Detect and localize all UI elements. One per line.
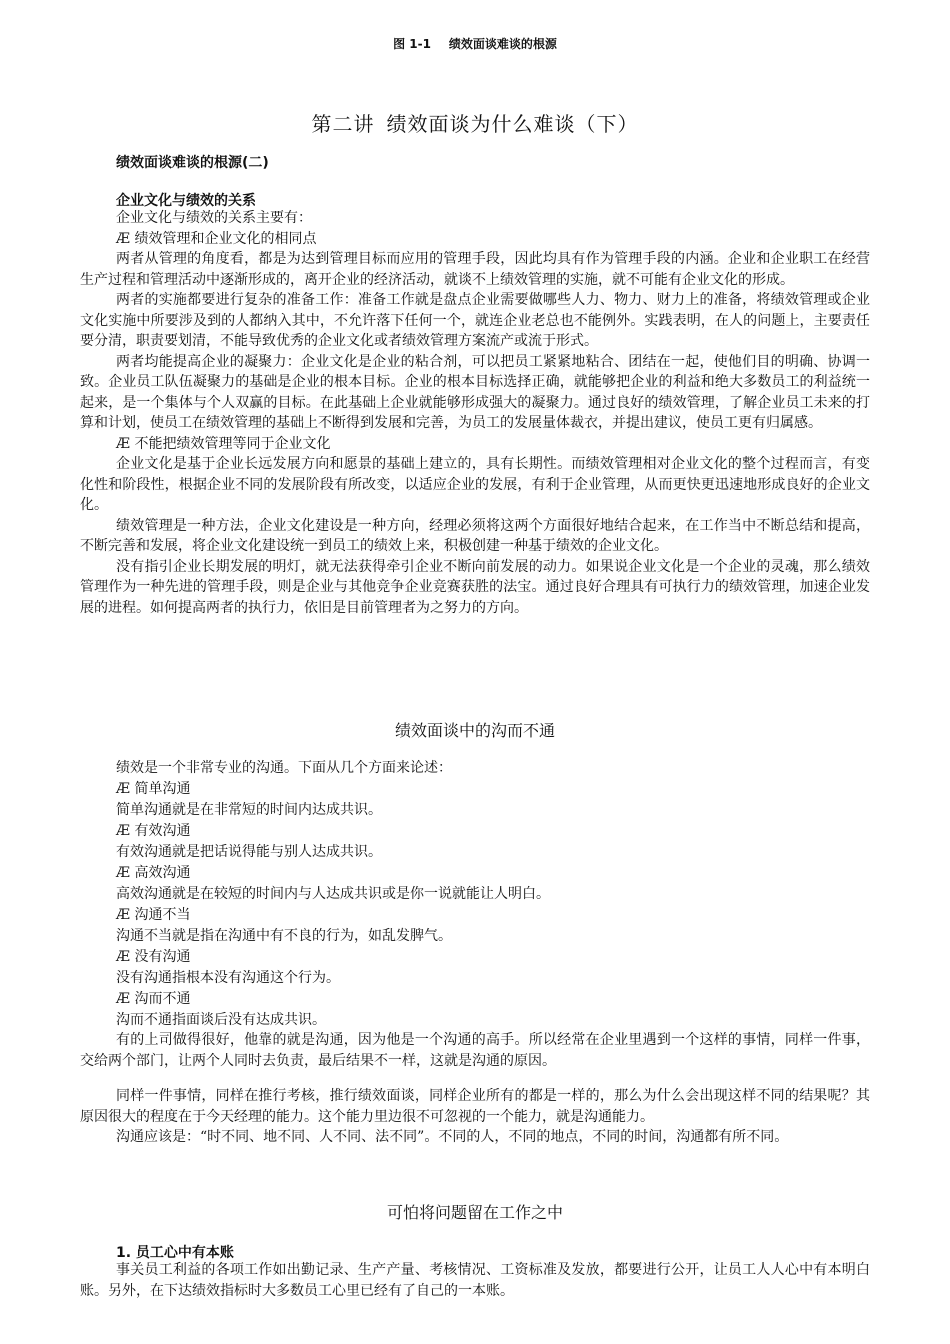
section2-body-b (80, 1086, 870, 1148)
section3-body (80, 1260, 870, 1301)
list-item-desc: 高效沟通就是在较短的时间内与人达成共识或是你一说就能让人明白。 (116, 886, 550, 902)
section3-subheading: 1. 员工心中有本账 (116, 1245, 234, 1261)
lecture-number: 第二讲 (311, 112, 375, 136)
section1-heading: 绩效面谈难谈的根源(二) (116, 155, 269, 171)
paragraph: 两者均能提高企业的凝聚力：企业文化是企业的粘合剂，可以把员工紧紧地粘合、团结在一起，使他们目的明确、协调一致。企业员工队伍凝聚力的基础是企业的根本目标。企业的根本目标选择正确，就能够把企业的利益和绝大多数员工的利益统一起来，是一个集体与个人双赢的目标。在此基础上企业就能够形成强大的凝聚力。通过良好的绩效管理，了解企业员工未来的打算和计划，使员工在绩效管理的基础上不断得到发展和完善，为员工的发展量体裁衣，并提出建议，使员工更有归属感。 (80, 353, 870, 431)
section3-heading: 可怕将问题留在工作之中 (386, 1203, 563, 1222)
paragraph: 企业文化是基于企业长远发展方向和愿景的基础上建立的，具有长期性。而绩效管理相对企业文化的整个过程而言，有变化性和阶段性，根据企业不同的发展阶段有所改变，以适应企业的发展，有利于企业管理，从而更快更迅速地形成良好的企业文化。 (80, 456, 870, 513)
figure-label: 图 1-1 (393, 37, 431, 51)
list-item-desc: 没有沟通指根本没有沟通这个行为。 (116, 970, 340, 986)
section2-intro: 绩效是一个非常专业的沟通。下面从几个方面来论述： (116, 760, 452, 776)
list-item-desc: 简单沟通就是在非常短的时间内达成共识。 (116, 802, 382, 818)
list-item-title: Æ 简单沟通 (116, 781, 191, 797)
figure-caption (0, 35, 950, 52)
section2-heading: 绩效面谈中的沟而不通 (394, 721, 555, 740)
paragraph: 两者从管理的角度看，都是为达到管理目标而应用的管理手段，因此均具有作为管理手段的内涵。企业和企业职工在经营生产过程和管理活动中逐渐形成的，离开企业的经济活动，就谈不上绩效管理的实施，就不可能有企业文化的形成。 (80, 251, 870, 288)
section2-body-a (80, 1030, 870, 1071)
bullet-not-equal: Æ 不能把绩效管理等同于企业文化 (116, 435, 331, 452)
paragraph: 绩效管理是一种方法，企业文化建设是一种方向，经理必须将这两个方面很好地结合起来，在工作当中不断总结和提高，不断完善和发展，将企业文化建设统一到员工的绩效上来，积极创建一种基于绩效的企业文化。 (80, 517, 870, 554)
bullet-same-points: Æ 绩效管理和企业文化的相同点 (116, 230, 317, 247)
list-item-desc: 有效沟通就是把话说得能与别人达成共识。 (116, 844, 382, 860)
paragraph: 有的上司做得很好，他靠的就是沟通，因为他是一个沟通的高手。所以经常在企业里遇到一个这样的事情，同样一件事，交给两个部门，让两个人同时去负责，最后结果不一样，这就是沟通的原因。 (80, 1032, 870, 1069)
list-item-title: Æ 沟通不当 (116, 907, 191, 923)
section1-body (80, 208, 870, 618)
section1-subheading: 企业文化与绩效的关系 (116, 193, 256, 209)
list-item-title: Æ 有效沟通 (116, 823, 191, 839)
lecture-title (0, 108, 950, 137)
list-item-title: Æ 没有沟通 (116, 949, 191, 965)
paragraph: 沟通应该是：“时不同、地不同、人不同、法不同”。不同的人，不同的地点，不同的时间，沟通都有所不同。 (116, 1129, 789, 1145)
list-item-desc: 沟而不通指面谈后没有达成共识。 (116, 1012, 326, 1028)
lecture-name: 绩效面谈为什么难谈（下） (386, 112, 639, 136)
list-item-title: Æ 高效沟通 (116, 865, 191, 881)
list-item-title: Æ 沟而不通 (116, 991, 191, 1007)
figure-title: 绩效面谈难谈的根源 (448, 37, 557, 51)
list-item-desc: 沟通不当就是指在沟通中有不良的行为，如乱发脾气。 (116, 928, 452, 944)
paragraph: 同样一件事情，同样在推行考核，推行绩效面谈，同样企业所有的都是一样的，那么为什么会出现这样不同的结果呢？其原因很大的程度在于今天经理的能力。这个能力里边很不可忽视的一个能力，就是沟通能力。 (80, 1088, 870, 1125)
paragraph: 没有指引企业长期发展的明灯，就无法获得牵引企业不断向前发展的动力。如果说企业文化是一个企业的灵魂，那么绩效管理作为一种先进的管理手段，则是企业与其他竞争企业竞赛获胜的法宝。通过良好合理具有可执行力的绩效管理，加速企业发展的进程。如何提高两者的执行力，依旧是目前管理者为之努力的方向。 (80, 558, 870, 616)
paragraph: 两者的实施都要进行复杂的准备工作：准备工作就是盘点企业需要做哪些人力、物力、财力上的准备，将绩效管理或企业文化实施中所要涉及到的人都纳入其中，不允许落下任何一个，就连企业老总也不能例外。实践表明，在人的问题上，主要责任要分清，职责要划清，不能导致优秀的企业文化或者绩效管理方案流产或流于形式。 (80, 292, 870, 349)
communication-list (116, 758, 876, 1031)
section1-intro: 企业文化与绩效的关系主要有： (116, 210, 312, 226)
paragraph: 事关员工利益的各项工作如出勤记录、生产产量、考核情况、工资标准及发放，都要进行公开，让员工人人心中有本明白账。另外，在下达绩效指标时大多数员工心里已经有了自己的一本账。 (80, 1262, 870, 1299)
